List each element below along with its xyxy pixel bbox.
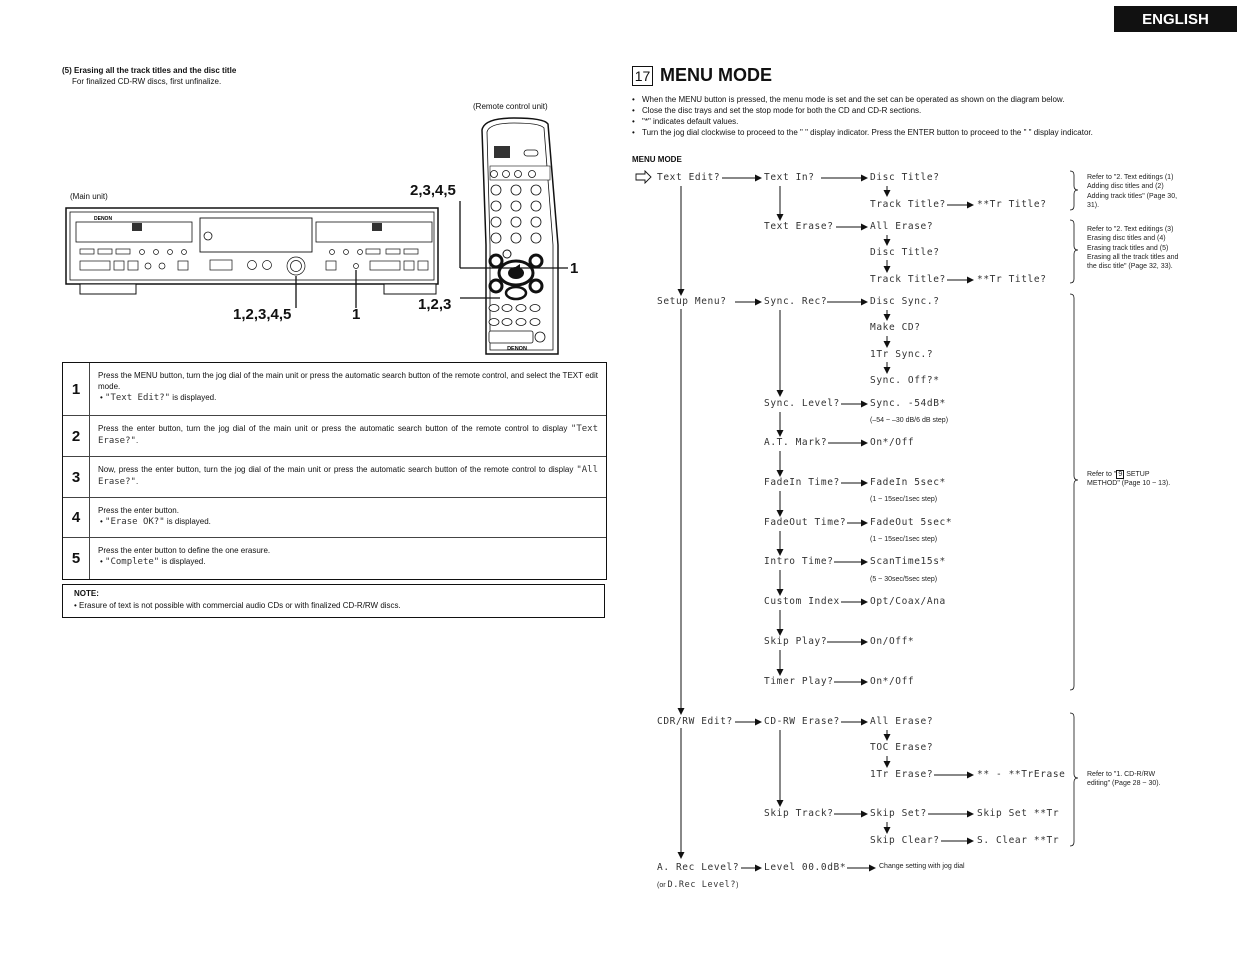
menu-disc-title-1: Disc Title? (870, 172, 940, 183)
menu-fadeout-time: FadeOut Time? (764, 517, 847, 528)
menu-fadein-val: FadeIn 5sec* (870, 477, 946, 488)
step-number: 1 (63, 363, 90, 415)
menu-s-clear-tr: S. Clear **Tr (977, 835, 1060, 846)
bullet: • Turn the jog dial clockwise to proceed to the " " display indicator. Press the ENTER button to proceed to the " " display indicator. (632, 127, 1177, 138)
menu-all-erase-2: All Erase? (870, 716, 934, 727)
menu-at-val: On*/Off (870, 437, 915, 448)
menu-1tr-erase: 1Tr Erase? (870, 769, 934, 780)
reference-cdrw: Refer to "1. CD-R/RW editing" (Page 28 ~ 30). (1087, 771, 1161, 788)
reference-text-add: Refer to "2. Text editings (1) Adding disc titles and (2) Adding track titles" (Page 30, 31). (1087, 174, 1178, 209)
main-unit-label: (Main unit) (70, 192, 108, 201)
menu-sync-54: Sync. -54dB* (870, 398, 946, 409)
menu-cdr-rw-edit: CDR/RW Edit? (657, 716, 733, 727)
menu-disc-title-2: Disc Title? (870, 247, 940, 258)
menu-a-rec-level: A. Rec Level? (657, 862, 740, 873)
menu-setup-menu: Setup Menu? (657, 296, 727, 307)
menu-fadeout-range: (1 ~ 15sec/1sec step) (870, 536, 938, 543)
section-title: MENU MODE (660, 65, 772, 85)
remote-brand: DENON (507, 346, 527, 352)
menu-fadeout-val: FadeOut 5sec* (870, 517, 953, 528)
menu-sync-off: Sync. Off?* (870, 375, 940, 386)
menu-make-cd: Make CD? (870, 322, 921, 333)
remote-label: (Remote control unit) (473, 102, 548, 111)
menu-timer-play: Timer Play? (764, 676, 834, 687)
section-number: 17 (632, 66, 653, 86)
callout-remote-right: 1 (570, 260, 579, 277)
menu-timer-val: On*/Off (870, 676, 915, 687)
menu-cdrw-erase: CD-RW Erase? (764, 716, 840, 727)
menu-skip-play: Skip Play? (764, 636, 828, 647)
menu-fadein-range: (1 ~ 15sec/1sec step) (870, 496, 938, 503)
reference-setup: Refer to " 9 SETUP METHOD" (Page 10 ~ 13). (1087, 471, 1171, 488)
menu-skip-track: Skip Track? (764, 808, 834, 819)
note-text: • Erasure of text is not possible with commercial audio CDs or with finalized CD-R/RW discs. (74, 601, 401, 610)
step-number: 3 (63, 457, 90, 497)
step-text: Now, press the enter button, turn the jog dial of the main unit or press the automatic search button of the remote control to display "All Erase?". (98, 465, 598, 487)
menu-track-title-2: Track Title? (870, 274, 946, 285)
callout-main-jog: 1,2,3,4,5 (233, 306, 292, 323)
menu-skip-set: Skip Set? (870, 808, 927, 819)
menu-at-mark: A.T. Mark? (764, 437, 828, 448)
language-tab: ENGLISH (1114, 6, 1237, 32)
menu-sync-level: Sync. Level? (764, 398, 840, 409)
step-text: Press the MENU button, turn the jog dial of the main unit or press the automatic search button of the remote control, and select the TEXT edit mode. • "Text Edit?" is displayed. (98, 371, 598, 403)
menu-skip-clear: Skip Clear? (870, 835, 940, 846)
subsection-title: (5) Erasing all the track titles and the disc title (62, 66, 237, 75)
pointer-arrow-icon (636, 171, 651, 183)
reference-text-erase: Refer to "2. Text editings (3) Erasing disc titles and (4) Erasing track titles and (5) Erasing all the track titles and the disc title" (Page 32, 33). (1087, 226, 1179, 271)
menu-custom-val: Opt/Coax/Ana (870, 596, 946, 607)
callout-main-button: 1 (352, 306, 361, 323)
step-number: 2 (63, 416, 90, 456)
menu-mode-label: MENU MODE (632, 155, 682, 164)
callout-remote-lower: 1,2,3 (418, 296, 452, 313)
menu-text-erase: Text Erase? (764, 221, 834, 232)
step-number: 4 (63, 498, 90, 537)
menu-intro-time: Intro Time? (764, 556, 834, 567)
menu-or-drec: (or D.Rec Level?) (657, 880, 739, 890)
step-number: 5 (63, 538, 90, 579)
menu-toc-erase: TOC Erase? (870, 742, 934, 753)
menu-text-in: Text In? (764, 172, 815, 183)
step-text: Press the enter button to define the one erasure. • "Complete" is displayed. (98, 546, 271, 567)
bullet: • "*" indicates default values. (632, 116, 1177, 127)
menu-tr-erase-range: ** - **TrErase (977, 769, 1066, 780)
callout-remote-left: 2,3,4,5 (410, 182, 456, 199)
step-text: Press the enter button, turn the jog dial of the main unit or press the automatic search button of the remote control to display "Text Erase?". (98, 424, 598, 446)
menu-disc-sync: Disc Sync.? (870, 296, 940, 307)
menu-intro-val: ScanTime15s* (870, 556, 946, 567)
menu-skip-play-val: On/Off* (870, 636, 915, 647)
subsection-note: For finalized CD-RW discs, first unfinalize. (72, 77, 222, 86)
menu-level-val: Level 00.0dB* (764, 862, 847, 873)
menu-change-note: Change setting with jog dial (879, 863, 965, 870)
menu-skip-set-tr: Skip Set **Tr (977, 808, 1060, 819)
menu-all-erase-1: All Erase? (870, 221, 934, 232)
menu-1tr-sync: 1Tr Sync.? (870, 349, 934, 360)
menu-text-edit: Text Edit? (657, 172, 721, 183)
menu-intro-range: (5 ~ 30sec/5sec step) (870, 576, 938, 583)
note-title: NOTE: (74, 589, 99, 598)
menu-track-title-1: Track Title? (870, 199, 946, 210)
menu-custom-index: Custom Index (764, 596, 840, 607)
menu-sync-rec: Sync. Rec? (764, 296, 828, 307)
bullet: • When the MENU button is pressed, the menu mode is set and the set can be operated as shown on the diagram below. (632, 94, 1177, 105)
main-brand: DENON (94, 216, 113, 222)
menu-tr-title-1: **Tr Title? (977, 199, 1047, 210)
menu-sync-range: (–54 ~ –30 dB/6 dB step) (870, 417, 949, 424)
step-text: Press the enter button. • "Erase OK?" is displayed. (98, 506, 211, 527)
menu-fadein-time: FadeIn Time? (764, 477, 840, 488)
bullet: • Close the disc trays and set the stop mode for both the CD and CD-R sections. (632, 105, 1177, 116)
menu-tr-title-2: **Tr Title? (977, 274, 1047, 285)
